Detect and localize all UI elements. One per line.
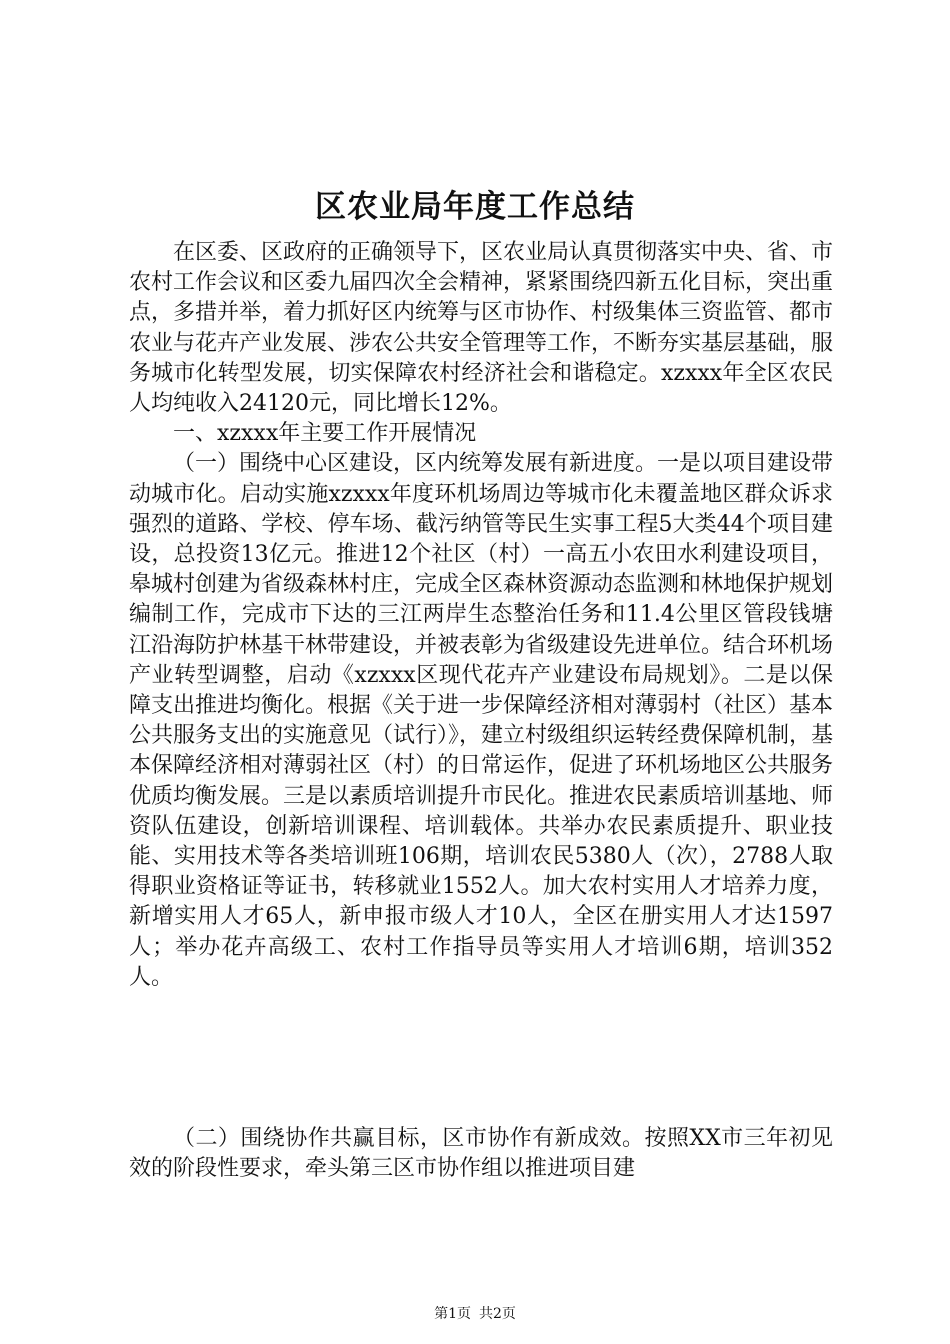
page-footer (0, 1304, 950, 1324)
page-number: 第1页 (434, 1306, 471, 1322)
section-paragraph-1: （一）围绕中心区建设，区内统筹发展有新进度。一是以项目建设带动城市化。启动实施xzxxx年度环机场周边等城市化未覆盖地区群众诉求强烈的道路、学校、停车场、截污纳管等民生实事工程5大类44个项目建设，总投资13亿元。推进12个社区（村）一高五小农田水利建设项目，皋城村创建为省级森林村庄，完成全区森林资源动态监测和林地保护规划编制工作，完成市下达的三江两岸生态整治任务和11.4公里区管段钱塘江沿海防护林基干林带建设，并被表彰为省级建设先进单位。结合环机场产业转型调整，启动《xzxxx区现代花卉产业建设布局规划》。二是以保障支出推进均衡化。根据《关于进一步保障经济相对薄弱村（社区）基本公共服务支出的实施意见（试行）》，建立村级组织运转经费保障机制，基本保障经济相对薄弱社区（村）的日常运作，促进了环机场地区公共服务优质均衡发展。三是以素质培训提升市民化。推进农民素质培训基地、师资队伍建设，创新培训课程、培训载体。共举办农民素质提升、职业技能、实用技术等各类培训班106期，培训农民5380人（次），2788人取得职业资格证等证书，转移就业1552人。加大农村实用人才培养力度，新增实用人才65人，新申报市级人才10人，全区在册实用人才达1597人；举办花卉高级工、农村工作指导员等实用人才培训6期，培训352人。 (129, 451, 834, 990)
document-title: 区农业局年度工作总结 (315, 189, 635, 225)
document-body (129, 238, 833, 993)
document-body-continued (129, 1124, 833, 1184)
section-paragraph-2: （二）围绕协作共赢目标，区市协作有新成效。按照XX市三年初见效的阶段性要求，牵头第三区市协作组以推进项目建 (129, 1126, 833, 1182)
intro-paragraph: 在区委、区政府的正确领导下，区农业局认真贯彻落实中央、省、市农村工作会议和区委九届四次全会精神，紧紧围绕四新五化目标，突出重点，多措并举，着力抓好区内统筹与区市协作、村级集体三资监管、都市农业与花卉产业发展、涉农公共安全管理等工作，不断夯实基层基础，服务城市化转型发展，切实保障农村经济社会和谐稳定。xzxxx年全区农民人均纯收入24120元，同比增长12%。 (129, 240, 834, 417)
section-heading: 一、xzxxx年主要工作开展情况 (173, 421, 477, 447)
page-total: 共2页 (479, 1306, 516, 1322)
